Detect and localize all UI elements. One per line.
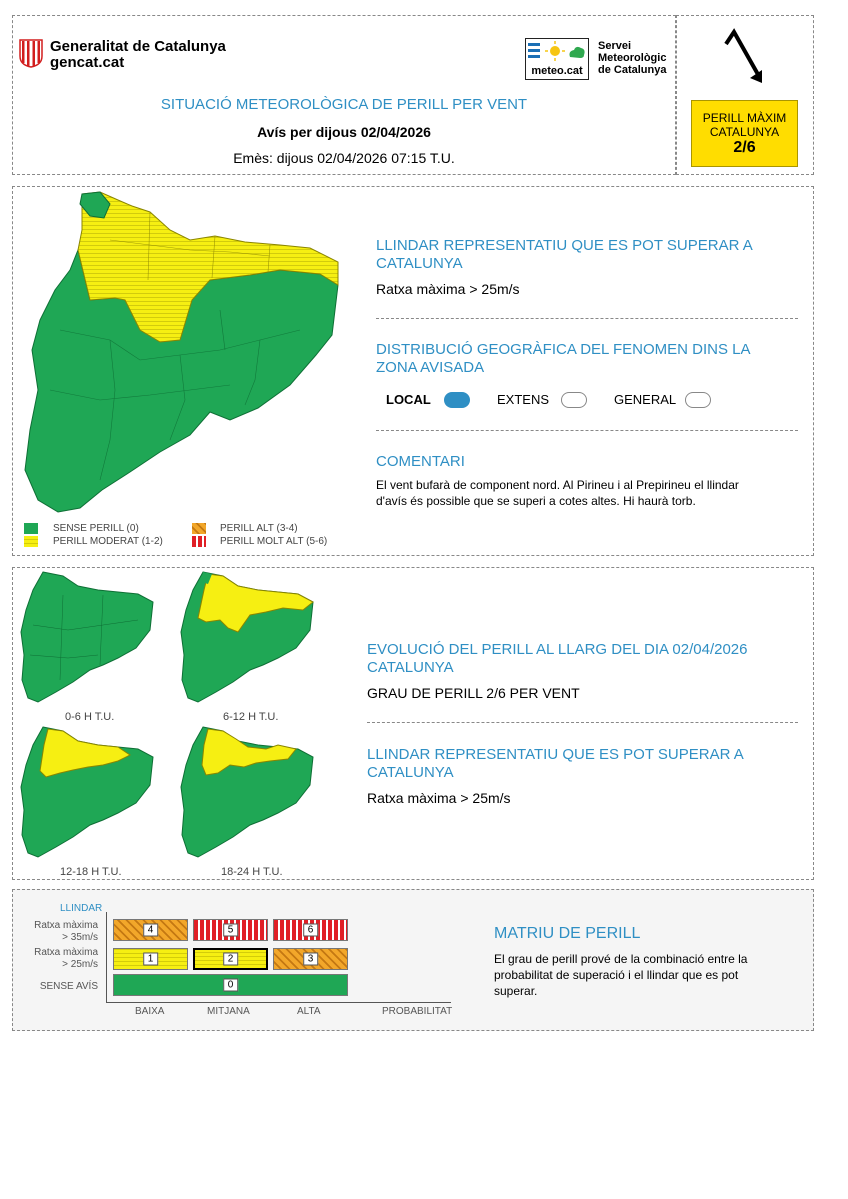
map-0-6	[18, 570, 158, 705]
distribution-title: DISTRIBUCIÓ GEOGRÀFICA DEL FENOMEN DINS LA ZONA AVISADA	[376, 341, 750, 376]
matrix-row-25-label2: > 25m/s	[62, 959, 98, 970]
matrix-cell-value: 1	[143, 953, 159, 966]
dist-general-indicator	[685, 392, 711, 408]
matrix-cell-3	[273, 948, 348, 970]
matrix-col-alta: ALTA	[297, 1006, 321, 1017]
dist-local-label: LOCAL	[386, 392, 431, 407]
map-18-24-label: 18-24 H T.U.	[221, 866, 283, 878]
matrix-row-35-label2: > 35m/s	[62, 932, 98, 943]
matrix-col-mitjana: MITJANA	[207, 1006, 250, 1017]
dist-extens-label: EXTENS	[497, 392, 550, 407]
matrix-cell-6	[273, 919, 348, 941]
legend-swatch-high	[192, 523, 206, 534]
issued-timestamp: Emès: dijous 02/04/2026 07:15 T.U.	[233, 150, 455, 166]
gencat-logo-icon	[18, 38, 44, 68]
matrix-cell-value: 0	[223, 979, 239, 992]
max-danger-label2: CATALUNYA	[709, 125, 780, 139]
matrix-col-baixa: BAIXA	[135, 1006, 165, 1017]
map-12-18	[18, 725, 158, 860]
map-18-24	[178, 725, 318, 860]
meteocat-symbol-icon	[528, 41, 586, 63]
matrix-title: MATRIU DE PERILL	[494, 925, 641, 942]
gencat-url: gencat.cat	[50, 54, 125, 71]
map-0-6-green	[21, 572, 153, 702]
matrix-cell-2-selected	[193, 948, 268, 970]
matrix-cell-value: 2	[223, 953, 239, 966]
matrix-x-axis	[106, 1002, 451, 1003]
dist-general-label: GENERAL	[614, 392, 677, 407]
evolution-title: EVOLUCIÓ DEL PERILL AL LLARG DEL DIA 02/04/2026 CATALUNYA	[367, 641, 748, 676]
legend-swatch-very-high	[192, 536, 206, 547]
legend-very-high: PERILL MOLT ALT (5-6)	[220, 536, 328, 547]
map-6-12-label: 6-12 H T.U.	[223, 711, 279, 723]
matrix-cell-1	[113, 948, 188, 970]
matrix-text: El grau de perill prové de la combinació entre la probabilitat de superació i el llindar que es pot superar.	[494, 952, 748, 998]
matrix-cell-5	[193, 919, 268, 941]
threshold-value: Ratxa màxima > 25m/s	[376, 281, 520, 297]
matrix-cell-value: 3	[303, 953, 319, 966]
matrix-cell-4	[113, 919, 188, 941]
smc-name-line1: Servei	[598, 40, 632, 52]
max-danger-badge	[691, 100, 798, 167]
evolution-threshold-title: LLINDAR REPRESENTATIU QUE ES POT SUPERAR A CATALUNYA	[367, 746, 743, 781]
map-6-12	[178, 570, 318, 705]
smc-name-line3: de Catalunya	[598, 64, 667, 76]
max-danger-value: 2/6	[733, 139, 756, 156]
matrix-cell-value: 5	[223, 924, 239, 937]
evolution-threshold-value: Ratxa màxima > 25m/s	[367, 790, 511, 806]
gencat-name: Generalitat de Catalunya	[50, 38, 226, 55]
meteocat-badge: meteo.cat	[531, 65, 583, 77]
smc-name-line2: Meteorològic	[598, 52, 667, 64]
page-title: SITUACIÓ METEOROLÒGICA DE PERILL PER VENT	[160, 96, 528, 113]
separator	[376, 318, 798, 319]
matrix-row-25-label1: Ratxa màxima	[34, 947, 98, 958]
matrix-probabilitat: PROBABILITAT	[382, 1006, 453, 1017]
comment-title: COMENTARI	[376, 453, 465, 470]
legend-high: PERILL ALT (3-4)	[220, 523, 298, 534]
matrix-y-axis	[106, 912, 107, 1003]
wind-direction-arrow-icon	[712, 28, 772, 88]
matrix-llindar-label: LLINDAR	[60, 903, 103, 914]
catalonia-main-map	[20, 190, 350, 515]
legend-swatch-moderate	[24, 536, 38, 547]
warning-date: Avís per dijous 02/04/2026	[257, 124, 431, 140]
legend-swatch-none	[24, 523, 38, 534]
dist-extens-indicator	[561, 392, 587, 408]
legend-none: SENSE PERILL (0)	[53, 523, 139, 534]
legend-moderate: PERILL MODERAT (1-2)	[53, 536, 163, 547]
matrix-cell-0	[113, 974, 348, 996]
matrix-cell-value: 6	[303, 924, 319, 937]
matrix-row-35-label1: Ratxa màxima	[34, 920, 98, 931]
separator	[376, 430, 798, 431]
max-danger-label1: PERILL MÀXIM	[702, 111, 787, 125]
threshold-title: LLINDAR REPRESENTATIU QUE ES POT SUPERAR A CATALUNYA	[376, 237, 752, 272]
map-0-6-label: 0-6 H T.U.	[65, 711, 115, 723]
comment-text: El vent bufarà de component nord. Al Pirineu i al Prepirineu el llindar d'avís és possible que se superi a cotes altes. Hi haurà torb.	[376, 478, 739, 508]
matrix-cell-value: 4	[143, 924, 159, 937]
dist-local-indicator	[444, 392, 470, 408]
map-12-18-label: 12-18 H T.U.	[60, 866, 122, 878]
evolution-grade: GRAU DE PERILL 2/6 PER VENT	[367, 685, 580, 701]
meteocat-logo	[525, 38, 589, 80]
matrix-row-none-label: SENSE AVÍS	[39, 981, 98, 992]
separator	[367, 722, 798, 723]
